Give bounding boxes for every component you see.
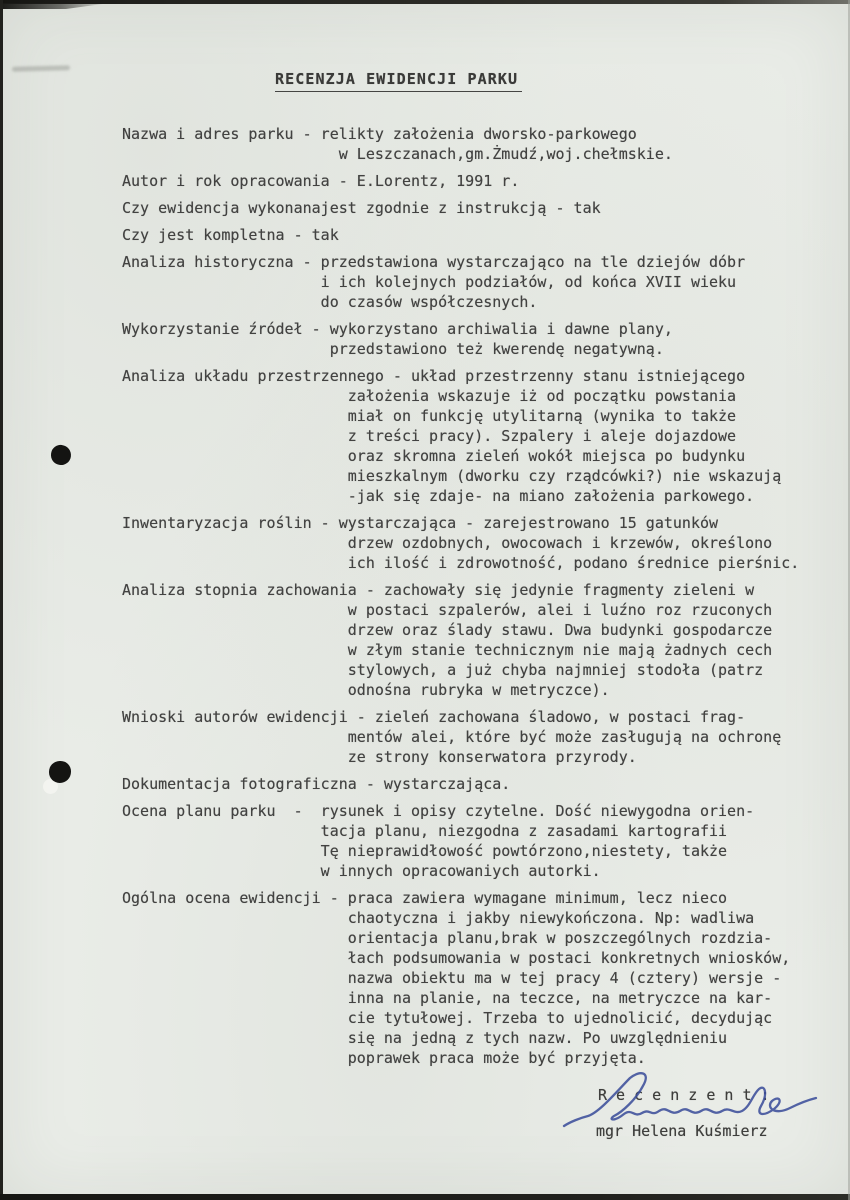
text-line: i ich kolejnych podziałów, od końca XVII wieku xyxy=(122,273,737,291)
text-line: Nazwa i adres parku - relikty założenia dworsko-parkowego xyxy=(122,125,637,143)
text-line: Wykorzystanie źródeł - wykorzystano archiwalia i dawne plany, xyxy=(122,320,673,338)
document-section xyxy=(122,366,830,506)
document-section xyxy=(122,801,830,881)
text-line: Tę nieprawidłowość powtórzono,niestety, także xyxy=(122,842,728,860)
text-line: w złym stanie technicznym nie mają żadnych cech xyxy=(122,641,773,659)
text-line: Wnioski autorów ewidencji - zieleń zachowana śladowo, w postaci frag- xyxy=(122,708,746,726)
text-line: założenia wskazuje iż od początku powstania xyxy=(122,387,737,405)
text-line: w postaci szpalerów, alei i luźno roz rzuconych xyxy=(122,601,773,619)
document-section xyxy=(122,774,830,794)
document-section xyxy=(122,225,830,245)
text-line: nazwa obiektu ma w tej pracy 4 (cztery) wersje - xyxy=(122,969,782,987)
text-line: ze strony konserwatora przyrody. xyxy=(122,748,637,766)
text-line: się na jedną z tych nazw. Po uwzględnieniu xyxy=(122,1029,728,1047)
text-line: Analiza historyczna - przedstawiona wystarczająco na tle dziejów dóbr xyxy=(122,253,746,271)
text-line: orientacja planu,brak w poszczególnych rozdzia- xyxy=(122,929,773,947)
text-line: oraz skromna zieleń wokół miejsca po budynku xyxy=(122,447,746,465)
text-line: drzew oraz ślady stawu. Dwa budynki gospodarcze xyxy=(122,621,773,639)
signature-name: mgr Helena Kuśmierz xyxy=(596,1122,768,1140)
text-line: Autor i rok opracowania - E.Lorentz, 1991 r. xyxy=(122,172,520,190)
text-line: Ogólna ocena ewidencji - praca zawiera wymagane minimum, lecz nieco xyxy=(122,889,728,907)
text-line: z treści pracy). Szpalery i aleje dojazdowe xyxy=(122,427,737,445)
text-line: Analiza stopnia zachowania - zachowały się jedynie fragmenty zieleni w xyxy=(122,581,755,599)
scan-edge-bottom xyxy=(0,1194,850,1200)
text-line: Czy jest kompletna - tak xyxy=(122,226,339,244)
text-line: -jak się zdaje- na miano założenia parkowego. xyxy=(122,487,755,505)
document-body xyxy=(122,124,830,1075)
text-line: miał on funkcję utylitarną (wynika to także xyxy=(122,407,737,425)
text-line: tacja planu, niezgodna z zasadami kartografii xyxy=(122,822,728,840)
text-line: Ocena planu parku - rysunek i opisy czytelne. Dość niewygodna orien- xyxy=(122,802,755,820)
text-line: poprawek praca może być przyjęta. xyxy=(122,1049,646,1067)
scan-edge-left xyxy=(0,0,3,1200)
text-line: w innych opracowaniych autorki. xyxy=(122,862,601,880)
document-section xyxy=(122,171,830,191)
document-section xyxy=(122,252,830,312)
text-line: ich ilość i zdrowotność, podano średnice pierśnic. xyxy=(122,554,800,572)
punch-hole xyxy=(49,761,71,783)
text-line: przedstawiono też kwerendę negatywną. xyxy=(122,340,664,358)
text-line: do czasów współczesnych. xyxy=(122,293,538,311)
document-section xyxy=(122,198,830,218)
text-line: Inwentaryzacja roślin - wystarczająca - zarejestrowano 15 gatunków xyxy=(122,514,719,532)
document-section xyxy=(122,888,830,1068)
recenzent-label: R e c e n z e n t : xyxy=(598,1086,770,1104)
text-line: drzew ozdobnych, owocowach i krzewów, określono xyxy=(122,534,773,552)
document-section xyxy=(122,319,830,359)
text-line: w Leszczanach,gm.Żmudź,woj.chełmskie. xyxy=(122,145,673,163)
text-line: chaotyczna i jakby niewykończona. Np: wadliwa xyxy=(122,909,755,927)
paper-smudge xyxy=(12,65,70,72)
text-line: Analiza układu przestrzennego - układ przestrzenny stanu istniejącego xyxy=(122,367,746,385)
document-section xyxy=(122,124,830,164)
punch-hole xyxy=(50,444,73,467)
text-line: odnośna rubryka w metryczce). xyxy=(122,681,610,699)
text-line: łach podsumowania w postaci konkretnych wniosków, xyxy=(122,949,791,967)
text-line: inna na planie, na teczce, na metryczce na kar- xyxy=(122,989,773,1007)
document-section xyxy=(122,580,830,700)
text-line: mieszkalnym (dworku czy rządcówki?) nie wskazują xyxy=(122,467,782,485)
text-line: mentów alei, które być może zasługują na ochronę xyxy=(122,728,782,746)
document-section xyxy=(122,707,830,767)
text-line: Czy ewidencja wykonanajest zgodnie z instrukcją - tak xyxy=(122,199,601,217)
scan-edge-top xyxy=(0,0,850,4)
document-title: RECENZJA EWIDENCJI PARKU xyxy=(275,70,522,92)
document-section xyxy=(122,513,830,573)
text-line: cie tytułowej. Trzeba to ujednolicić, decydując xyxy=(122,1009,773,1027)
scan-edge-corner xyxy=(0,3,110,9)
text-line: Dokumentacja fotograficzna - wystarczająca. xyxy=(122,775,511,793)
text-line: stylowych, a już chyba najmniej stodoła (patrz xyxy=(122,661,764,679)
